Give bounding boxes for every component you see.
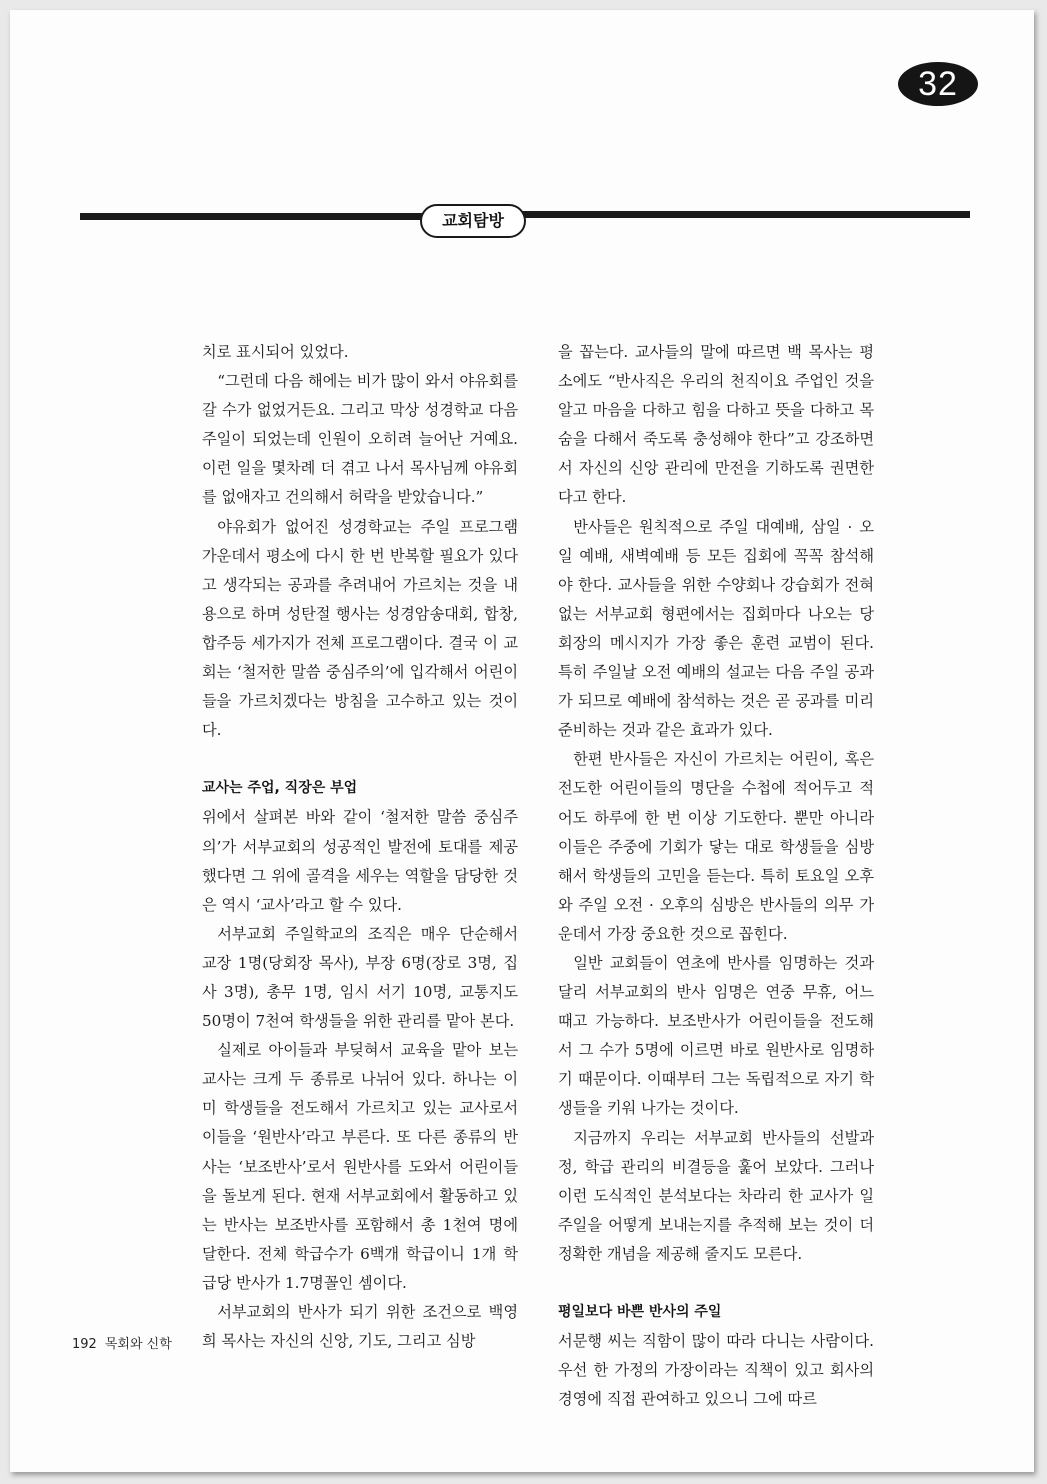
- paragraph: 한편 반사들은 자신이 가르치는 어린이, 혹은 전도한 어린이들의 명단을 수첩에 적어두고 적어도 하루에 한 번 이상 기도한다. 뿐만 아니라 이들은 주중에 기회가 닿는 대로 학생들을 심방해서 학생들의 고민을 듣는다. 특히 토요일 오후와 주일 오전 · 오후의 심방은 반사들의 의무 가운데서 가장 중요한 것으로 꼽힌다.: [558, 750, 874, 943]
- paragraph: 일반 교회들이 연초에 반사를 임명하는 것과 달리 서부교회의 반사 임명은 연중 무휴, 어느 때고 가능하다. 보조반사가 어린이들을 전도해서 그 수가 5명에 이르면 바로 원반사로 임명하기 때문이다. 이때부터 그는 독립적으로 자기 학생들을 키워 나가는 것이다.: [558, 953, 874, 1118]
- spacer: [202, 745, 518, 774]
- paragraph: 을 꼽는다. 교사들의 말에 따르면 백 목사는 평소에도 “반사직은 우리의 천직이요 주업인 것을 알고 마음을 다하고 힘을 다하고 뜻을 다하고 목숨을 다해서 죽도록 충성해야 한다”고 강조하면서 자신의 신앙 관리에 만전을 기하도록 권면한다고 한다.: [558, 343, 874, 507]
- section-rule-right: [518, 211, 970, 218]
- paragraph: 실제로 아이들과 부딪혀서 교육을 맡아 보는 교사는 크게 두 종류로 나뉘어 있다. 하나는 이미 학생들을 전도해서 가르치고 있는 교사로서 이들을 ‘원반사’라고 부른다. 또 다른 종류의 반사는 ‘보조반사’로서 원반사를 도와서 어린이들을 돌보게 된다. 현재 서부교회에서 활동하고 있는 반사는 보조반사를 포함해서 총 1천여 명에 달한다. 전체 학급수가 6백개 학급이니 1개 학급당 반사가 1.7명꼴인 셈이다.: [202, 1041, 518, 1292]
- magazine-page: [10, 10, 1034, 1472]
- paragraph: 반사들은 원칙적으로 주일 대예배, 삼일 · 오일 예배, 새벽예배 등 모든 집회에 꼭꼭 참석해야 한다. 교사들을 위한 수양회나 강습회가 전혀 없는 서부교회 형편에서는 집회마다 나오는 당회장의 메시지가 가장 좋은 훈련 교범이 된다. 특히 주일날 오전 예배의 설교는 다음 주일 공과가 되므로 예배에 참석하는 것은 곧 공과를 미리 준비하는 것과 같은 효과가 있다.: [558, 517, 874, 740]
- subheading: 평일보다 바쁜 반사의 주일: [558, 1304, 722, 1320]
- subheading: 교사는 주업, 직장은 부업: [202, 780, 358, 797]
- footer-magazine-title: 목회와 신학: [104, 1337, 172, 1352]
- paragraph: 위에서 살펴본 바와 같이 ‘철저한 말씀 중심주의’가 서부교회의 성공적인 발전에 토대를 제공 했다면 그 위에 골격을 세우는 역할을 담당한 것은 역시 ‘교사’라고 할 수 있다.: [202, 808, 518, 914]
- paragraph: 서문행 씨는 직함이 많이 따라 다니는 사람이다. 우선 한 가정의 가장이라는 직책이 있고 회사의 경영에 직접 관여하고 있으니 그에 따르: [558, 1332, 874, 1409]
- section-rule-left: [80, 213, 425, 220]
- page-number-badge: 32: [898, 62, 978, 106]
- left-column: [202, 338, 518, 1356]
- paragraph: “그런데 다음 해에는 비가 많이 와서 야유회를 갈 수가 없었거든요. 그리고 막상 성경학교 다음 주일이 되었는데 인원이 오히려 늘어난 거예요. 이런 일을 몇차례 더 겪고 나서 목사님께 야유회를 없애자고 건의해서 허락을 받았습니다.”: [202, 372, 518, 507]
- section-label: 교회탐방: [420, 204, 526, 238]
- paragraph: 치로 표시되어 있었다.: [202, 343, 349, 361]
- footer-page-number: 192: [72, 1337, 97, 1352]
- paragraph: 서부교회의 반사가 되기 위한 조건으로 백영희 목사는 자신의 신앙, 기도, 그리고 심방: [202, 1303, 518, 1351]
- paragraph: 지금까지 우리는 서부교회 반사들의 선발과정, 학급 관리의 비결등을 훑어 보았다. 그러나 이런 도식적인 분석보다는 차라리 한 교사가 일주일을 어떻게 보내는지를 추적해 보는 것이 더 정확한 개념을 제공해 줄지도 모른다.: [558, 1128, 874, 1263]
- paragraph: 서부교회 주일학교의 조직은 매우 단순해서 교장 1명(당회장 목사), 부장 6명(장로 3명, 집사 3명), 총무 1명, 임시 서기 10명, 교통지도 50명이 7천여 학생들을 위한 관리를 맡아 본다.: [202, 924, 518, 1031]
- right-column: [558, 338, 874, 1414]
- page-footer: [72, 1333, 180, 1352]
- spacer: [558, 1269, 874, 1298]
- paragraph: 야유회가 없어진 성경학교는 주일 프로그램 가운데서 평소에 다시 한 번 반복할 필요가 있다고 생각되는 공과를 추려내어 가르치는 것을 내용으로 하며 성탄절 행사는 성경암송대회, 합창, 합주등 세가지가 전체 프로그램이다. 결국 이 교회는 ‘철저한 말씀 중심주의’에 입각해서 어린이들을 가르치겠다는 방침을 고수하고 있는 것이다.: [202, 517, 518, 740]
